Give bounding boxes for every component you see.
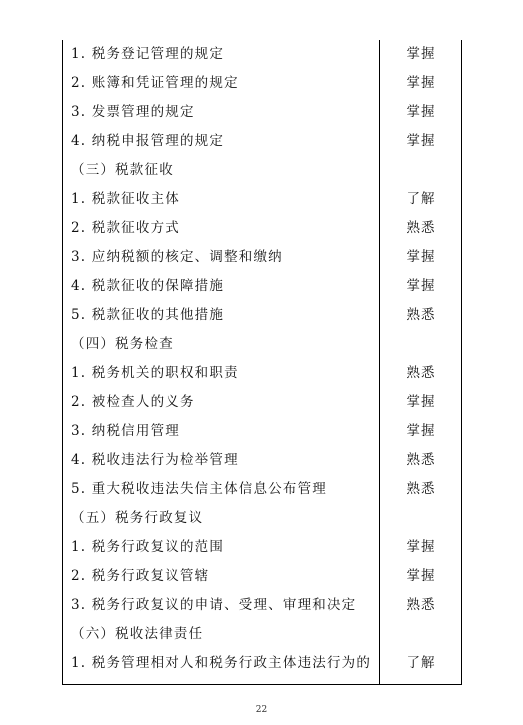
level-cell: 熟悉 bbox=[406, 451, 436, 468]
level-cell: 掌握 bbox=[406, 277, 436, 294]
table-row bbox=[63, 591, 461, 620]
table-row bbox=[63, 359, 461, 388]
level-cell: 熟悉 bbox=[406, 364, 436, 381]
section-heading-row bbox=[63, 330, 461, 359]
table-row bbox=[63, 127, 461, 156]
topic-cell: 1. 税务行政复议的范围 bbox=[71, 538, 225, 555]
syllabus-table bbox=[62, 40, 462, 685]
table-row bbox=[63, 185, 461, 214]
section-heading: （四）税务检查 bbox=[71, 335, 174, 352]
page-number: 22 bbox=[255, 705, 268, 715]
level-cell: 掌握 bbox=[406, 538, 436, 555]
table-row bbox=[63, 475, 461, 504]
table-row bbox=[63, 649, 461, 678]
section-heading-row bbox=[63, 504, 461, 533]
topic-cell: 2. 被检查人的义务 bbox=[71, 393, 195, 410]
level-cell: 掌握 bbox=[406, 393, 436, 410]
level-cell: 掌握 bbox=[406, 103, 436, 120]
section-heading: （五）税务行政复议 bbox=[71, 509, 204, 526]
level-cell: 掌握 bbox=[406, 422, 436, 439]
table-row bbox=[63, 243, 461, 272]
level-cell: 熟悉 bbox=[406, 480, 436, 497]
level-cell: 掌握 bbox=[406, 248, 436, 265]
table-row bbox=[63, 533, 461, 562]
table-row bbox=[63, 69, 461, 98]
table-row bbox=[63, 388, 461, 417]
table-row bbox=[63, 446, 461, 475]
section-heading-row bbox=[63, 156, 461, 185]
topic-cell: 1. 税务管理相对人和税务行政主体违法行为的 bbox=[71, 654, 372, 671]
topic-cell: 1. 税务登记管理的规定 bbox=[71, 45, 225, 62]
level-cell: 熟悉 bbox=[406, 596, 436, 613]
level-cell: 熟悉 bbox=[406, 219, 436, 236]
topic-cell: 3. 税务行政复议的申请、受理、审理和决定 bbox=[71, 596, 357, 613]
level-cell: 掌握 bbox=[406, 74, 436, 91]
topic-cell: 1. 税务机关的职权和职责 bbox=[71, 364, 239, 381]
topic-cell: 1. 税款征收主体 bbox=[71, 190, 180, 207]
topic-cell: 3. 纳税信用管理 bbox=[71, 422, 180, 439]
topic-cell: 4. 税款征收的保障措施 bbox=[71, 277, 225, 294]
table-row bbox=[63, 272, 461, 301]
level-cell: 掌握 bbox=[406, 567, 436, 584]
topic-cell: 2. 税务行政复议管辖 bbox=[71, 567, 210, 584]
topic-cell: 5. 税款征收的其他措施 bbox=[71, 306, 225, 323]
topic-cell: 2. 税款征收方式 bbox=[71, 219, 180, 236]
table-row bbox=[63, 301, 461, 330]
topic-cell: 4. 税收违法行为检举管理 bbox=[71, 451, 239, 468]
level-cell: 掌握 bbox=[406, 45, 436, 62]
topic-cell: 3. 发票管理的规定 bbox=[71, 103, 195, 120]
table-row bbox=[63, 98, 461, 127]
topic-cell: 4. 纳税申报管理的规定 bbox=[71, 132, 225, 149]
table-row bbox=[63, 562, 461, 591]
topic-cell: 5. 重大税收违法失信主体信息公布管理 bbox=[71, 480, 327, 497]
level-cell: 掌握 bbox=[406, 132, 436, 149]
section-heading-row bbox=[63, 620, 461, 649]
table-row bbox=[63, 417, 461, 446]
topic-cell: 3. 应纳税额的核定、调整和缴纳 bbox=[71, 248, 283, 265]
table-row bbox=[63, 40, 461, 69]
topic-cell: 2. 账簿和凭证管理的规定 bbox=[71, 74, 239, 91]
level-cell: 熟悉 bbox=[406, 306, 436, 323]
table-row bbox=[63, 214, 461, 243]
level-cell: 了解 bbox=[406, 654, 436, 671]
level-cell: 了解 bbox=[406, 190, 436, 207]
section-heading: （三）税款征收 bbox=[71, 161, 174, 178]
section-heading: （六）税收法律责任 bbox=[71, 625, 204, 642]
